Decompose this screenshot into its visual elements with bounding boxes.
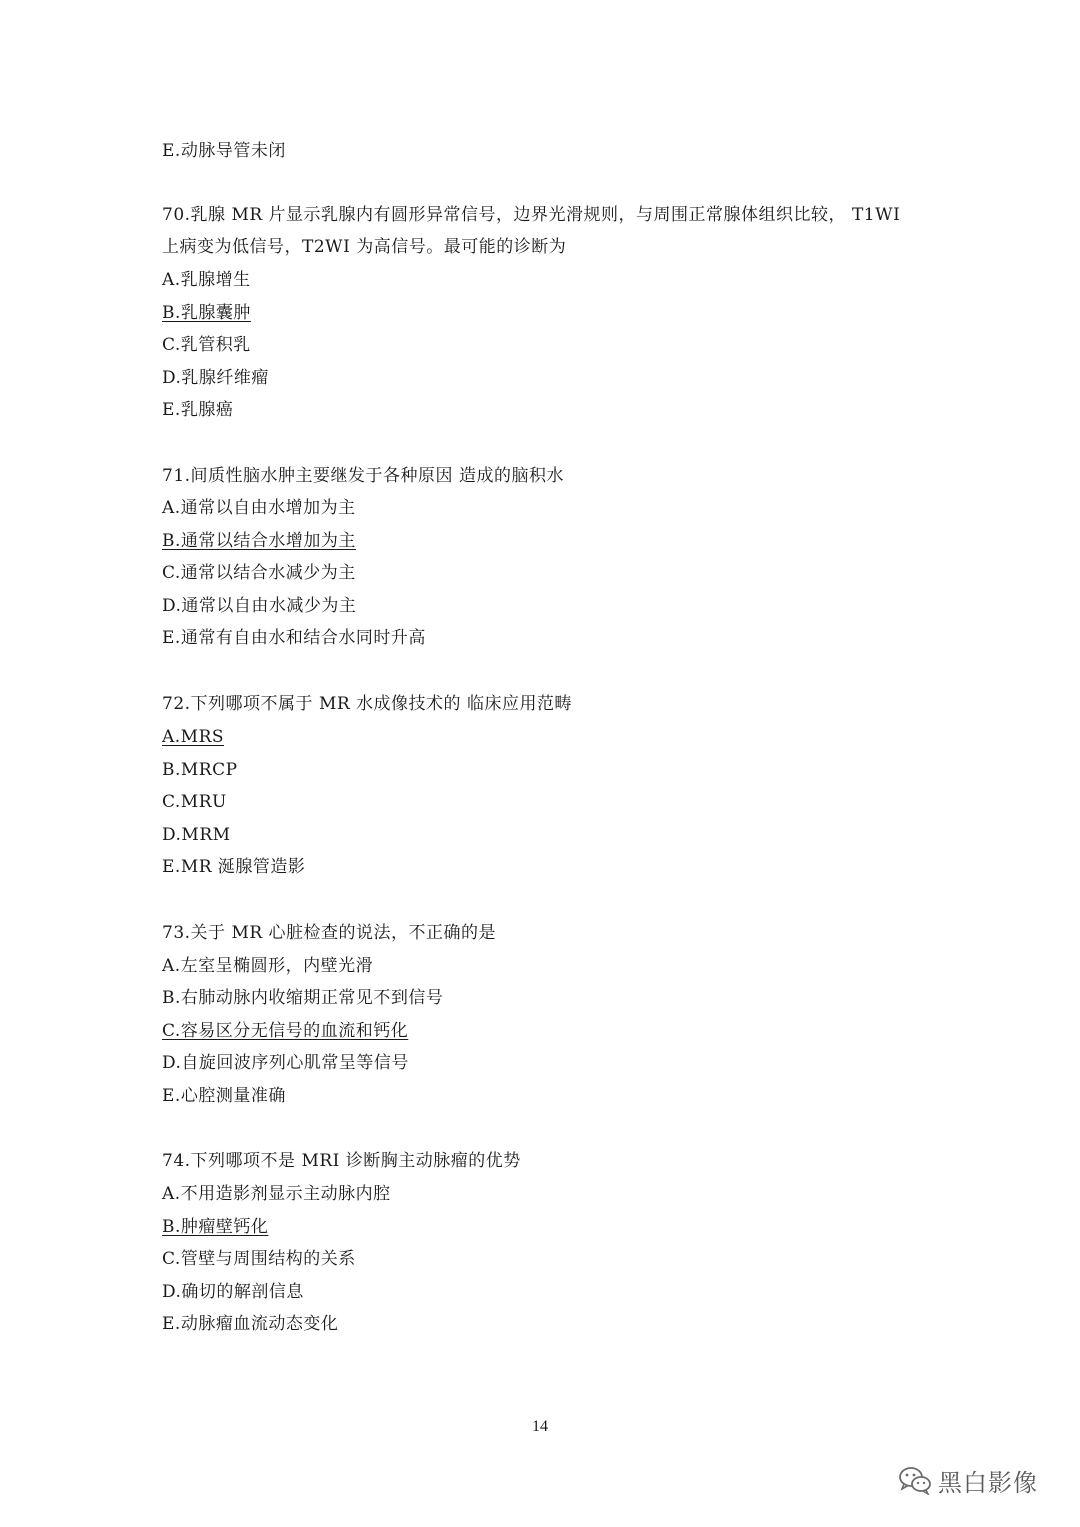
question-70-option-a: A.乳腺增生 xyxy=(162,270,251,290)
question-72-option-c: C.MRU xyxy=(162,792,227,812)
question-74-stem: 74.下列哪项不是 MRI 诊断胸主动脉瘤的优势 xyxy=(162,1151,521,1171)
question-70-stem-line-1: 70.乳腺 MR 片显示乳腺内有圆形异常信号，边界光滑规则，与周围正常腺体组织比较， T1WI xyxy=(162,205,901,225)
question-74-option-e: E.动脉瘤血流动态变化 xyxy=(162,1314,339,1334)
question-71-option-d: D.通常以自由水减少为主 xyxy=(162,596,357,616)
wechat-icon xyxy=(898,1465,932,1495)
question-71-option-c: C.通常以结合水减少为主 xyxy=(162,563,356,583)
question-72-stem: 72.下列哪项不属于 MR 水成像技术的 临床应用范畴 xyxy=(162,694,572,714)
question-70-stem-line-2: 上病变为低信号，T2WI 为高信号。最可能的诊断为 xyxy=(162,237,567,257)
question-70-option-c: C.乳管积乳 xyxy=(162,335,251,355)
question-74-option-b-answer: B.肿瘤壁钙化 xyxy=(162,1217,269,1237)
question-71-option-b-answer: B.通常以结合水增加为主 xyxy=(162,531,356,551)
question-74-option-d: D.确切的解剖信息 xyxy=(162,1282,304,1302)
question-73-option-c-answer: C.容易区分无信号的血流和钙化 xyxy=(162,1021,409,1041)
question-73-option-b: B.右肺动脉内收缩期正常见不到信号 xyxy=(162,988,444,1008)
question-72-option-e: E.MR 涎腺管造影 xyxy=(162,857,306,877)
prev-option-e: E.动脉导管未闭 xyxy=(162,141,286,161)
question-73-option-d: D.自旋回波序列心肌常呈等信号 xyxy=(162,1053,409,1073)
question-70-option-d: D.乳腺纤维瘤 xyxy=(162,368,269,388)
question-71-option-a: A.通常以自由水增加为主 xyxy=(162,498,356,518)
question-73-stem: 73.关于 MR 心脏检查的说法，不正确的是 xyxy=(162,923,497,943)
question-74-option-a: A.不用造影剂显示主动脉内腔 xyxy=(162,1184,391,1204)
question-70-option-e: E.乳腺癌 xyxy=(162,400,234,420)
question-71-stem: 71.间质性脑水肿主要继发于各种原因 造成的脑积水 xyxy=(162,466,564,486)
watermark xyxy=(898,1462,1038,1498)
question-72-option-b: B.MRCP xyxy=(162,760,238,780)
question-72-option-d: D.MRM xyxy=(162,825,231,845)
watermark-text: 黑白影像 xyxy=(938,1468,1038,1497)
question-73-option-e: E.心腔测量准确 xyxy=(162,1086,286,1106)
question-74-option-c: C.管壁与周围结构的关系 xyxy=(162,1249,356,1269)
page-number: 14 xyxy=(532,1418,548,1435)
question-72-option-a-answer: A.MRS xyxy=(162,727,225,747)
question-73-option-a: A.左室呈椭圆形，内壁光滑 xyxy=(162,956,374,976)
question-71-option-e: E.通常有自由水和结合水同时升高 xyxy=(162,628,426,648)
question-70-option-b-answer: B.乳腺囊肿 xyxy=(162,303,251,323)
